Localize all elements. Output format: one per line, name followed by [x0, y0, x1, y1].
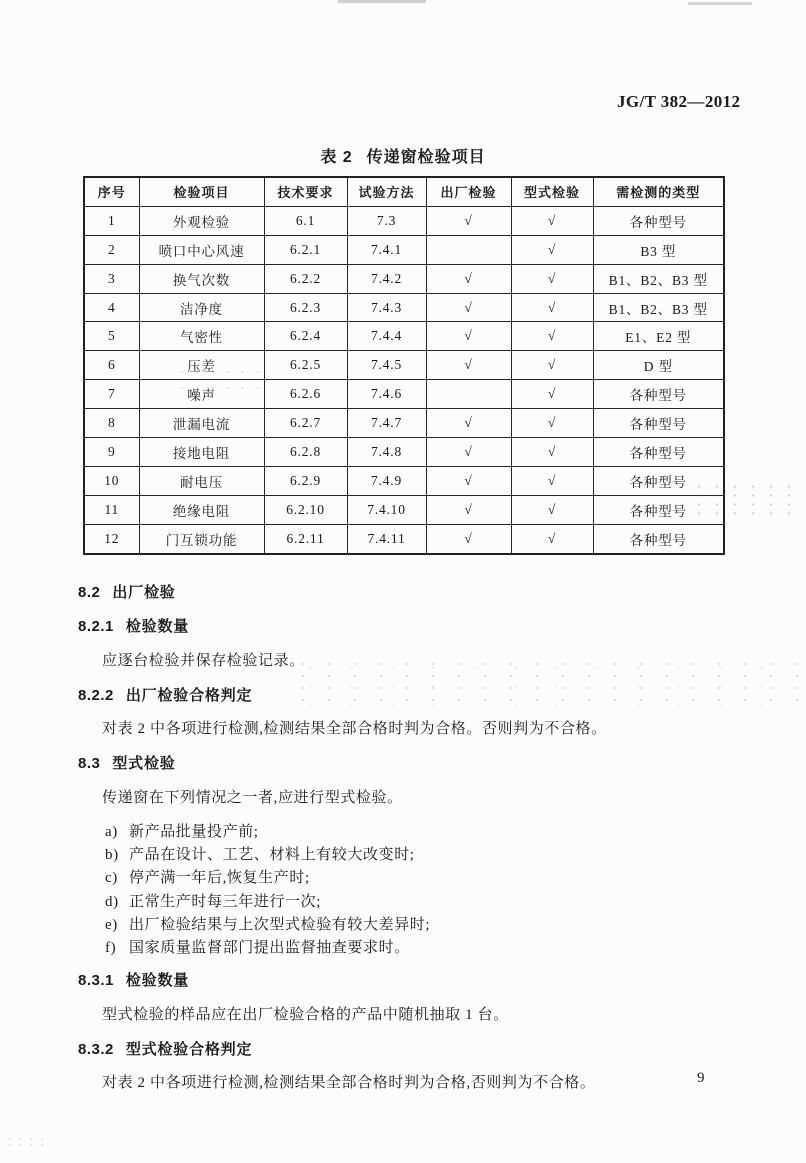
table-cell: 7.4.6 — [347, 380, 426, 409]
column-header: 型式检验 — [511, 177, 593, 206]
table-cell: 3 — [84, 264, 139, 293]
section-heading — [78, 618, 738, 635]
table-cell: √ — [426, 293, 511, 322]
table-cell: 6.2.1 — [264, 235, 347, 264]
table-cell: 泄漏电流 — [139, 409, 264, 438]
section-title: 型式检验合格判定 — [125, 1040, 253, 1058]
table-cell: √ — [426, 524, 511, 553]
column-header: 检验项目 — [139, 177, 264, 206]
list-item — [105, 940, 738, 957]
list-item-label: f) — [105, 940, 117, 956]
table-cell: √ — [511, 409, 593, 438]
table-cell: √ — [511, 293, 593, 322]
column-header: 序号 — [84, 177, 139, 206]
table-cell: 7.4.10 — [347, 495, 426, 524]
paragraph: 对表 2 中各项进行检测,检测结果全部合格时判为合格,否则判为不合格。 — [102, 1075, 596, 1091]
section-heading — [78, 972, 738, 989]
table-cell: 6 — [84, 351, 139, 380]
table-cell: B1、B2、B3 型 — [593, 293, 724, 322]
table-cell: E1、E2 型 — [593, 322, 724, 351]
table-caption-title: 传递窗检验项目 — [366, 149, 486, 166]
section-number: 8.3.1 — [78, 972, 114, 990]
table-row — [84, 380, 724, 409]
table-cell: 各种型号 — [593, 206, 724, 235]
section-heading — [78, 1041, 738, 1058]
list-item — [105, 917, 738, 934]
section-title: 出厂检验 — [112, 584, 176, 601]
list-item-text: 产品在设计、工艺、材料上有较大改变时; — [129, 847, 415, 863]
table-cell: 各种型号 — [593, 495, 724, 524]
list-item — [105, 870, 738, 887]
table-cell: B3 型 — [593, 235, 724, 264]
column-header: 需检测的类型 — [593, 177, 724, 206]
table-cell: 6.2.7 — [264, 409, 347, 438]
scan-noise — [4, 1136, 50, 1146]
scan-noise — [338, 0, 426, 3]
section-title: 型式检验 — [112, 755, 176, 773]
table-cell: √ — [426, 322, 511, 351]
table-cell: √ — [511, 322, 593, 351]
table-cell: 7 — [84, 380, 139, 409]
list-item-label: d) — [105, 893, 119, 910]
table-cell: 8 — [84, 409, 139, 438]
table-cell: √ — [511, 438, 593, 467]
list-item-text: 国家质量监督部门提出监督抽查要求时。 — [129, 940, 410, 956]
list-item-label: a) — [105, 823, 118, 840]
table-cell: 7.4.2 — [347, 264, 426, 293]
table-row — [84, 322, 724, 351]
table-cell: √ — [511, 380, 593, 409]
table-cell: 各种型号 — [593, 409, 724, 438]
table-cell: 换气次数 — [139, 264, 264, 293]
table-cell: 7.4.11 — [347, 524, 426, 553]
paragraph: 传递窗在下列情况之一者,应进行型式检验。 — [102, 789, 403, 806]
list-item — [105, 824, 738, 841]
table-cell: 7.4.7 — [347, 409, 426, 438]
section-number: 8.3 — [78, 755, 101, 773]
list-item-text: 出厂检验结果与上次型式检验有较大差异时; — [129, 916, 431, 933]
table-cell: 耐电压 — [139, 466, 264, 495]
table-cell: 4 — [84, 293, 139, 322]
table-cell: 喷口中心风速 — [139, 235, 264, 264]
column-header: 技术要求 — [264, 177, 347, 206]
list-item-text: 停产满一年后,恢复生产时; — [129, 870, 310, 887]
table-cell: √ — [426, 466, 511, 495]
table-caption-label: 表 2 — [320, 149, 353, 166]
table-cell: 6.2.4 — [264, 322, 347, 351]
table-cell: 1 — [84, 206, 139, 235]
table-row — [84, 409, 724, 438]
table-cell: 各种型号 — [593, 380, 724, 409]
table-cell: 6.2.5 — [264, 351, 347, 380]
table-row — [84, 438, 724, 467]
table-row — [84, 206, 724, 235]
section-number: 8.2.1 — [78, 618, 114, 636]
table-cell: 7.4.9 — [347, 466, 426, 495]
table-row — [84, 264, 724, 293]
table-cell: √ — [511, 351, 593, 380]
page-number: 9 — [697, 1070, 705, 1086]
section-number: 8.2.2 — [78, 686, 114, 704]
scan-noise — [688, 2, 752, 5]
column-header: 出厂检验 — [426, 177, 511, 206]
table-cell: √ — [511, 466, 593, 495]
table-cell: 7.4.1 — [347, 235, 426, 264]
table-cell: 7.4.4 — [347, 322, 426, 351]
list-item-label: b) — [105, 847, 119, 863]
table-cell: 7.4.5 — [347, 351, 426, 380]
table-cell: B1、B2、B3 型 — [593, 264, 724, 293]
table-cell: √ — [426, 495, 511, 524]
table-cell: 6.2.10 — [264, 495, 347, 524]
table-cell: √ — [426, 409, 511, 438]
table-cell: 气密性 — [139, 322, 264, 351]
list-item — [105, 847, 738, 864]
document-body — [78, 584, 738, 1109]
table-cell — [426, 235, 511, 264]
table-header-row — [84, 177, 724, 206]
paragraph: 对表 2 中各项进行检测,检测结果全部合格时判为合格。否则判为不合格。 — [102, 721, 607, 737]
table-cell: 11 — [84, 495, 139, 524]
table-cell: 噪声 — [139, 380, 264, 409]
table-cell: 12 — [84, 524, 139, 553]
table-cell — [426, 380, 511, 409]
section-number: 8.3.2 — [78, 1040, 114, 1058]
table-cell: 6.2.6 — [264, 380, 347, 409]
list-item-text: 新产品批量投产前; — [129, 823, 259, 840]
section-title: 出厂检验合格判定 — [125, 686, 253, 704]
table-cell: 6.2.9 — [264, 466, 347, 495]
standard-number: JG/T 382—2012 — [617, 92, 741, 111]
paragraph: 应逐台检验并保存检验记录。 — [102, 652, 305, 669]
list-item-text: 正常生产时每三年进行一次; — [129, 893, 321, 910]
table-cell: √ — [511, 206, 593, 235]
section-title: 检验数量 — [125, 972, 190, 990]
section-heading — [78, 687, 738, 704]
list-item-label: c) — [105, 870, 118, 887]
table-cell: 2 — [84, 235, 139, 264]
section-heading — [78, 755, 738, 772]
section-number: 8.2 — [78, 584, 101, 601]
table-cell: √ — [426, 206, 511, 235]
list-item — [105, 894, 738, 911]
table-row — [84, 524, 724, 553]
table-cell: 6.2.3 — [264, 293, 347, 322]
table-cell: 6.2.2 — [264, 264, 347, 293]
table-cell: 各种型号 — [593, 466, 724, 495]
table-cell: 7.4.3 — [347, 293, 426, 322]
table-caption — [0, 144, 806, 167]
table-cell: 5 — [84, 322, 139, 351]
table-row — [84, 495, 724, 524]
table-cell: 6.2.11 — [264, 524, 347, 553]
paragraph: 型式检验的样品应在出厂检验合格的产品中随机抽取 1 台。 — [102, 1006, 509, 1023]
table-cell: 6.2.8 — [264, 438, 347, 467]
table-row — [84, 466, 724, 495]
section-title: 检验数量 — [125, 618, 190, 636]
list-item-label: e) — [105, 916, 118, 933]
table-cell: 门互锁功能 — [139, 524, 264, 553]
table-cell: 各种型号 — [593, 438, 724, 467]
table-row — [84, 235, 724, 264]
table-cell: √ — [511, 264, 593, 293]
table-cell: 外观检验 — [139, 206, 264, 235]
table-cell: 洁净度 — [139, 293, 264, 322]
table-cell: 接地电阻 — [139, 438, 264, 467]
table-row — [84, 351, 724, 380]
table-cell: √ — [426, 351, 511, 380]
table-cell: 9 — [84, 438, 139, 467]
section-heading — [78, 584, 738, 601]
table-cell: 7.3 — [347, 206, 426, 235]
table-cell: √ — [511, 235, 593, 264]
table-cell: 7.4.8 — [347, 438, 426, 467]
table-cell: 10 — [84, 466, 139, 495]
table-cell: D 型 — [593, 351, 724, 380]
column-header: 试验方法 — [347, 177, 426, 206]
table-cell: 各种型号 — [593, 524, 724, 553]
table-cell: √ — [426, 438, 511, 467]
table-row — [84, 293, 724, 322]
table-cell: 绝缘电阻 — [139, 495, 264, 524]
table-cell: √ — [511, 495, 593, 524]
table-cell: 压差 — [139, 351, 264, 380]
table-cell: √ — [511, 524, 593, 553]
table-cell: √ — [426, 264, 511, 293]
inspection-items-table — [83, 176, 725, 555]
table-cell: 6.1 — [264, 206, 347, 235]
